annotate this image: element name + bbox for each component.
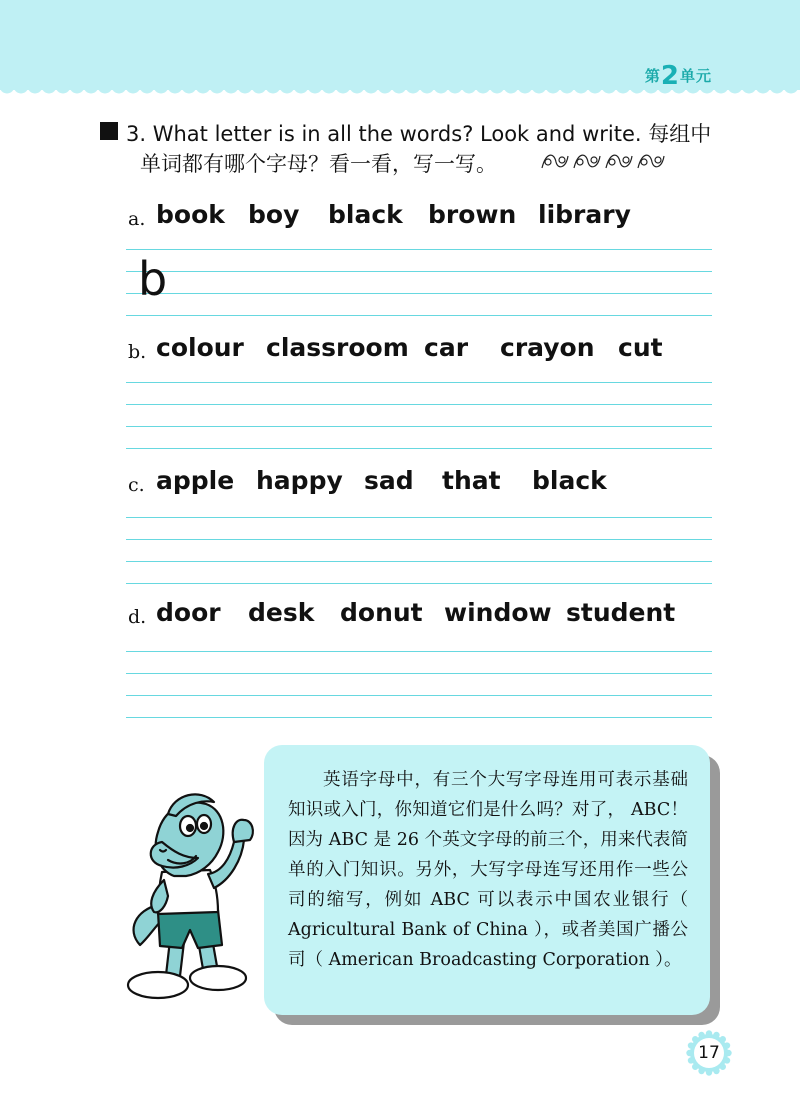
- writing-rule: [126, 382, 712, 383]
- writing-rule: [126, 426, 712, 427]
- word: happy: [256, 466, 343, 495]
- word: apple: [156, 466, 235, 495]
- writing-rule: [126, 315, 712, 316]
- writing-rule: [126, 673, 712, 674]
- row-letter: c.: [128, 474, 145, 496]
- square-bullet-icon: [100, 122, 118, 140]
- info-text: 英语字母中，有三个大写字母连用可表示基础知识或入门，你知道它们是什么吗？对了， ABC！ 因为 ABC 是 26 个英文字母的前三个，用来代表简单的入门知识。另外，大写字母连写还用作一些公司的缩写，例如 ABC 可以表示中国农业银行（ Agricultural Bank of China ），或者美国广播公司（ American Broadcasting Corporation ）。: [288, 770, 688, 970]
- row-letter: d.: [128, 606, 147, 628]
- writing-rule: [126, 448, 712, 449]
- writing-rule: [126, 651, 712, 652]
- word: donut: [340, 598, 423, 627]
- writing-rule: [126, 583, 712, 584]
- scroll-ornament-icon: [538, 148, 668, 174]
- word: crayon: [500, 333, 595, 362]
- word: colour: [156, 333, 244, 362]
- exercise-instruction-line2: 单词都有哪个字母？看一看，写一写。: [140, 152, 497, 176]
- word: window: [444, 598, 552, 627]
- word: library: [538, 200, 631, 229]
- writing-rule: [126, 293, 712, 294]
- word: sad: [364, 466, 414, 495]
- word: that: [442, 466, 501, 495]
- unit-number: 2: [660, 61, 680, 91]
- word: black: [328, 200, 403, 229]
- row-letter: b.: [128, 341, 147, 363]
- word: car: [424, 333, 469, 362]
- writing-rule: [126, 271, 712, 272]
- word: brown: [428, 200, 517, 229]
- writing-rule: [126, 539, 712, 540]
- writing-rule: [126, 561, 712, 562]
- word: desk: [248, 598, 315, 627]
- word: boy: [248, 200, 300, 229]
- unit-prefix: 第: [644, 67, 661, 85]
- word: black: [532, 466, 607, 495]
- word: door: [156, 598, 221, 627]
- writing-rule: [126, 695, 712, 696]
- writing-rule: [126, 517, 712, 518]
- row-letter: a.: [128, 208, 146, 230]
- writing-rule: [126, 249, 712, 250]
- page-number: 17: [698, 1043, 720, 1063]
- writing-rule: [126, 404, 712, 405]
- word: book: [156, 200, 225, 229]
- page-number-badge: [686, 1030, 732, 1076]
- dinosaur-mascot-icon: [118, 780, 268, 1015]
- unit-suffix: 单元: [679, 67, 712, 85]
- word: classroom: [266, 333, 409, 362]
- word: cut: [618, 333, 663, 362]
- exercise-instruction-line1: 3. What letter is in all the words? Look and write. 每组中: [126, 122, 712, 146]
- writing-rule: [126, 717, 712, 718]
- word: student: [566, 598, 676, 627]
- answer-field[interactable]: b: [138, 252, 168, 306]
- unit-tag: [644, 58, 712, 91]
